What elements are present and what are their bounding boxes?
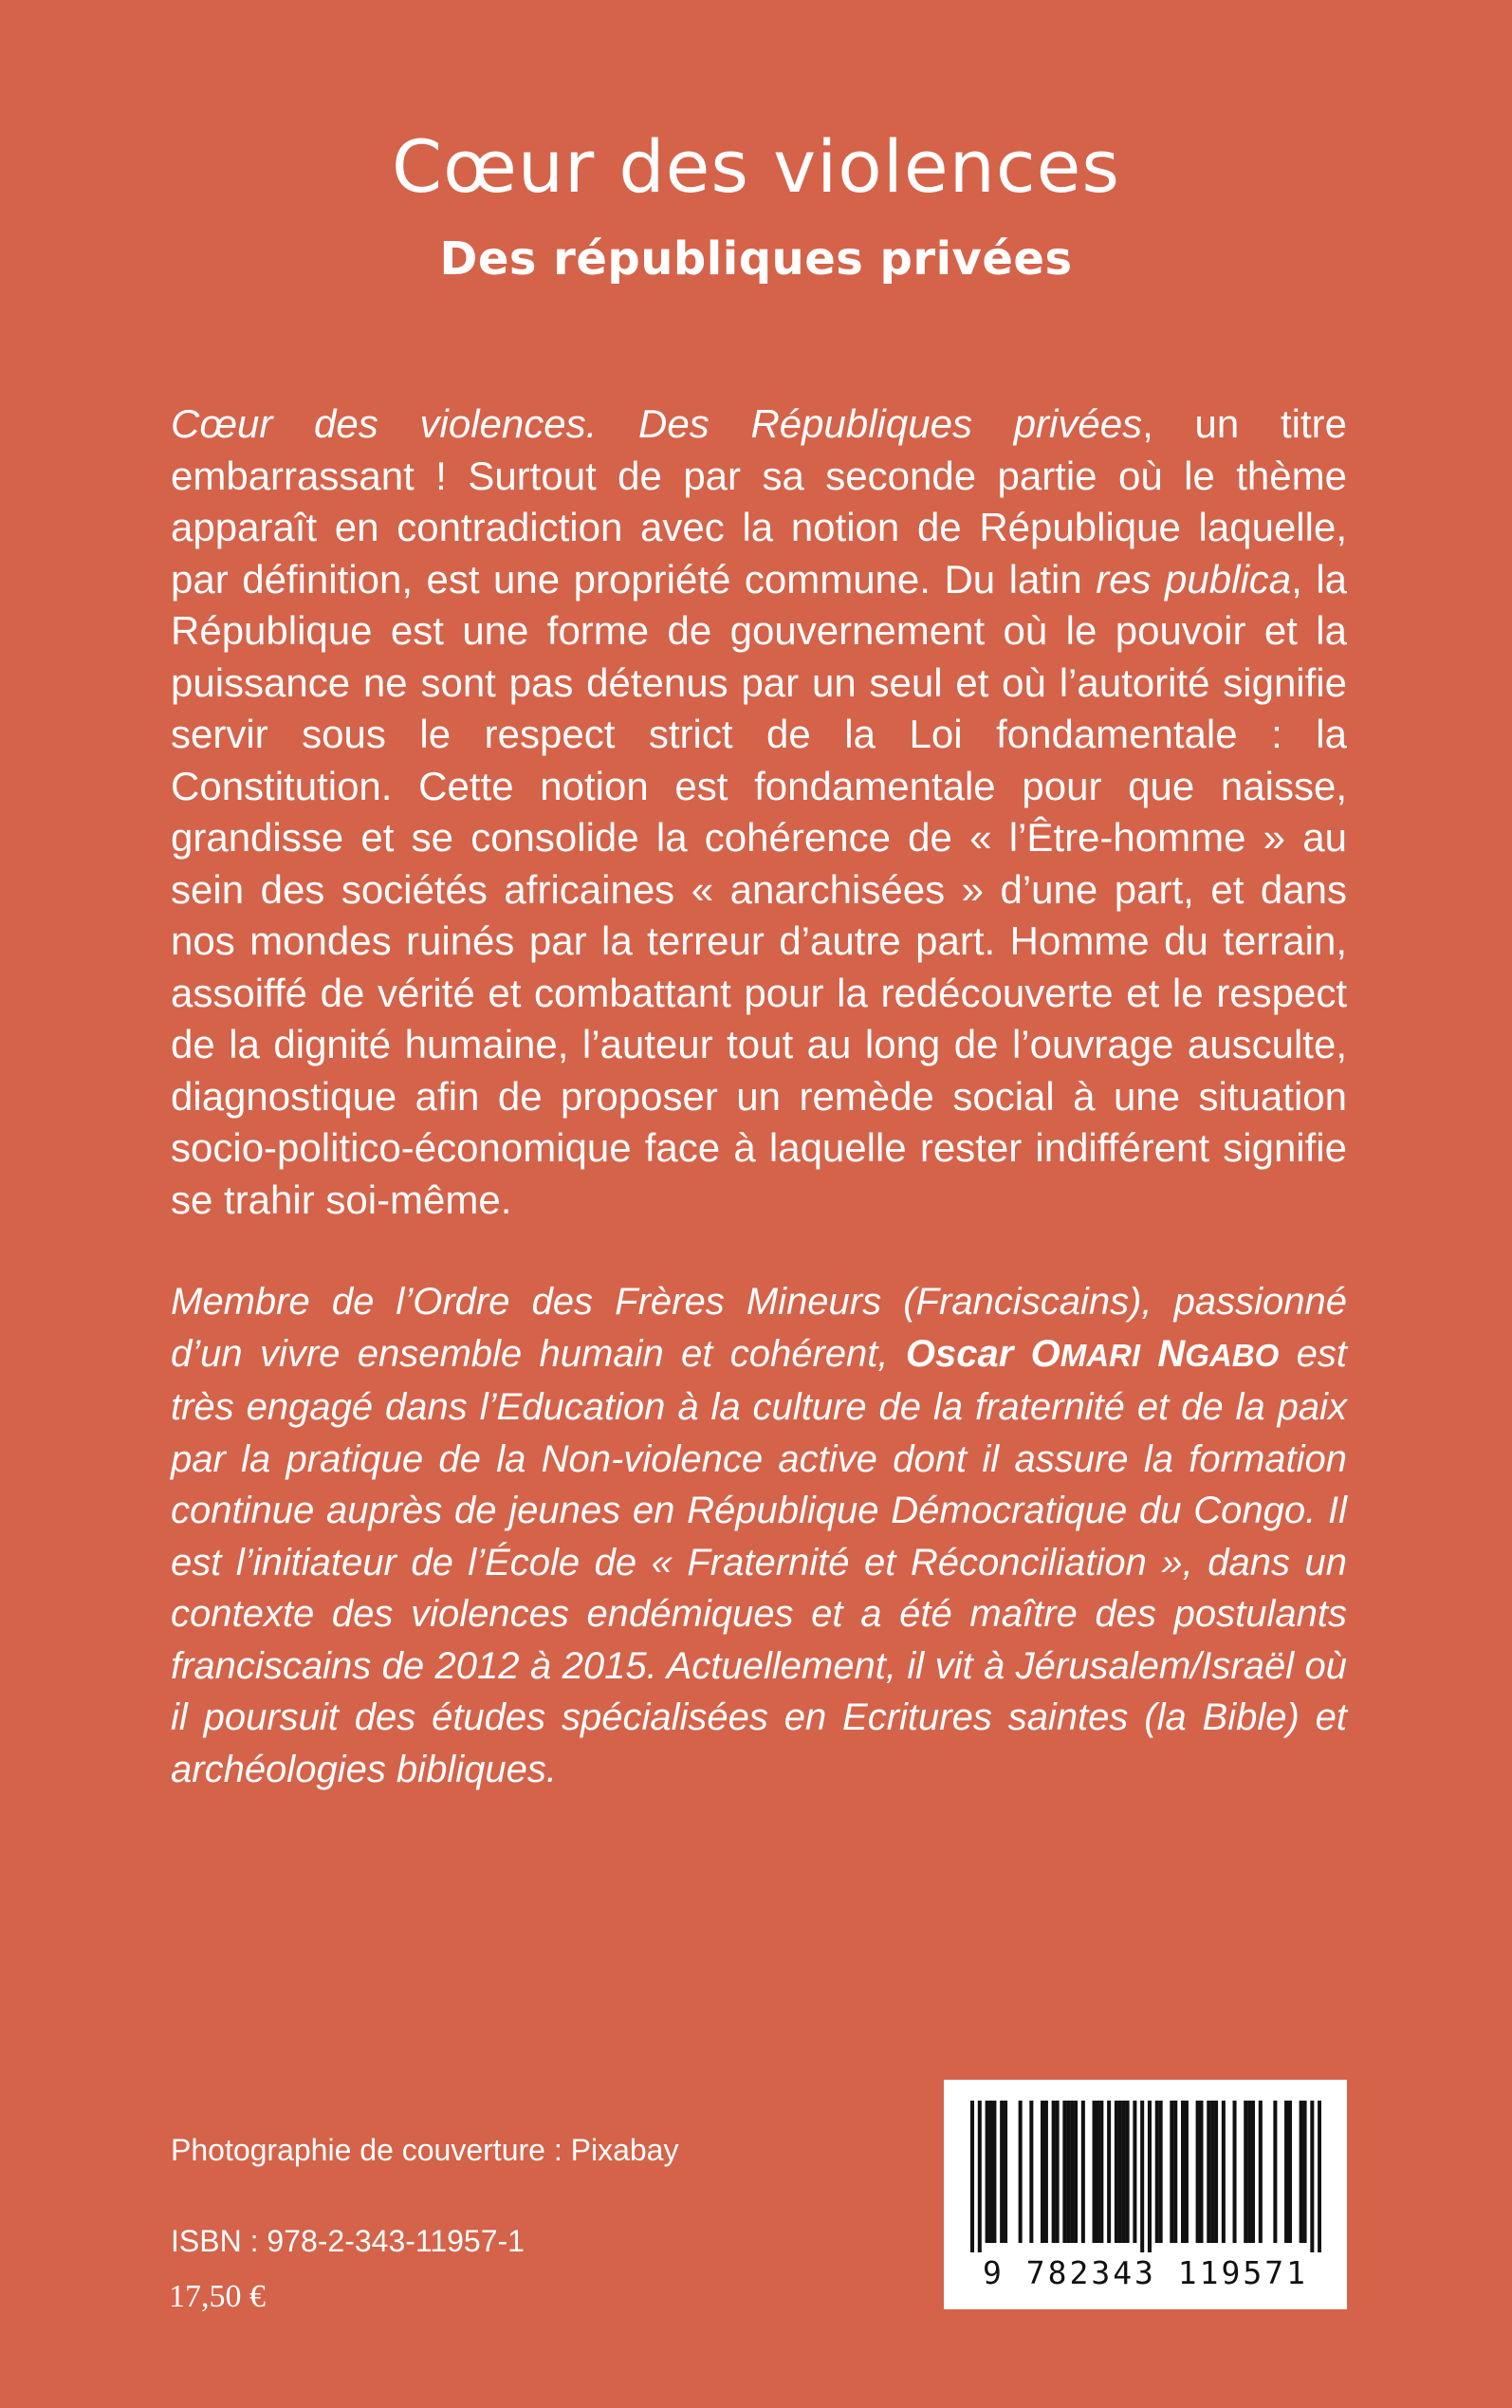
barcode-bar <box>1288 2101 1292 2243</box>
barcode-bar <box>1000 2101 1004 2243</box>
barcode-bar <box>1181 2101 1185 2243</box>
barcode-bar <box>1196 2101 1200 2243</box>
barcode-bar <box>1041 2101 1044 2243</box>
barcode-bar <box>1066 2101 1070 2243</box>
barcode-bar <box>1199 2101 1203 2243</box>
author-first-name: Oscar <box>905 1332 1014 1375</box>
barcode-bar <box>1074 2101 1078 2243</box>
book-title: Cœur des violences <box>392 124 1120 209</box>
book-subtitle: Des républiques privées <box>439 232 1073 286</box>
barcode-bar <box>1159 2101 1163 2243</box>
barcode-bar <box>1284 2101 1288 2243</box>
author-bio <box>171 1276 1347 1795</box>
summary-text-part2: , la République est une forme de gouvernement où le pouvoir et la puissance ne sont pas détenus par un seul et où l’autorité signifie servir sous le respect strict de la Loi fondamentale : la Constitution. Cette notion est fondamentale pour que naisse, grandisse et se consolide la cohérence de « l’Être-homme » au sein des sociétés africaines « anarchisées » d’une part, et dans nos mondes ruinés par la terreur d’autre part. Homme du terrain, assoiffé de vérité et combattant pour la redécouverte et le respect de la dignité humaine, l’auteur tout au long de l’ouvrage ausculte, diagnostique afin de proposer un remède social à une situation socio-politico-économique face à laquelle rester indifférent signifie se trahir soi-même. <box>171 556 1348 1222</box>
barcode-bar <box>1115 2101 1118 2243</box>
barcode-bar <box>1029 2101 1033 2243</box>
barcode-bar <box>992 2101 996 2243</box>
barcode-digits: 9 782343 119571 <box>982 2254 1308 2291</box>
barcode-bar <box>1004 2101 1007 2243</box>
price: 17,50 € <box>169 2279 266 2314</box>
barcode-bar <box>986 2101 989 2243</box>
author-middle-rest: MARI <box>1060 1337 1141 1373</box>
barcode-bar <box>1093 2101 1097 2243</box>
author-last-initial: N <box>1157 1332 1186 1375</box>
barcode-bar <box>1099 2101 1103 2243</box>
bio-text-after-name: est très engagé dans l’Education à la culture de la fraternité et de la paix par la pratique de la Non-violence active dont il assure la formation continue auprès de jeunes en République Démocratique du Congo. Il est l’initiateur de l’École de « Fraternité et Réconciliation », dans un contexte des violences endémiques et a été maître des postulants franciscains de 2012 à 2015. Actuellement, il vit à Jérusalem/Israël où il poursuit des études spécialisées en Ecritures saintes (la Bible) et archéologies bibliques. <box>171 1332 1347 1790</box>
barcode-bar <box>1081 2101 1085 2243</box>
barcode-bar <box>1310 2101 1314 2252</box>
barcode-bar <box>1273 2101 1277 2243</box>
barcode-bar <box>1070 2101 1074 2243</box>
barcode-bar <box>1207 2101 1210 2243</box>
barcode-bar <box>1251 2101 1255 2243</box>
barcode-bar <box>1019 2101 1023 2243</box>
barcode-bar <box>1259 2101 1263 2243</box>
barcode-bar <box>1210 2101 1214 2243</box>
barcode <box>970 2101 1321 2252</box>
author-last-rest: GABO <box>1185 1337 1280 1373</box>
barcode-bar <box>1062 2101 1066 2243</box>
barcode-bar <box>1118 2101 1122 2243</box>
barcode-bar <box>1303 2101 1307 2243</box>
author-middle-initial: O <box>1030 1332 1060 1375</box>
isbn: ISBN : 978-2-343-11957-1 <box>171 2224 525 2258</box>
barcode-box <box>944 2080 1347 2309</box>
barcode-bar <box>1096 2101 1099 2243</box>
photo-credit: Photographie de couverture : Pixabay <box>171 2133 679 2167</box>
barcode-bar <box>1056 2101 1060 2243</box>
barcode-bar <box>978 2101 982 2252</box>
barcode-bar <box>1155 2101 1159 2243</box>
summary-italic-title: Cœur des violences. Des Républiques privées <box>171 401 1143 446</box>
barcode-bar <box>1148 2101 1152 2252</box>
barcode-bar <box>1173 2101 1177 2243</box>
barcode-bar <box>970 2101 974 2252</box>
barcode-bar <box>1140 2101 1144 2252</box>
barcode-bar <box>1052 2101 1056 2243</box>
barcode-bar <box>1133 2101 1136 2243</box>
barcode-bar <box>988 2101 992 2243</box>
barcode-bar <box>1247 2101 1251 2243</box>
barcode-bar <box>1244 2101 1247 2243</box>
barcode-bar <box>1300 2101 1303 2243</box>
barcode-bar <box>1222 2101 1226 2243</box>
author-name <box>906 1333 1279 1375</box>
summary-paragraph <box>171 398 1347 1226</box>
barcode-bar <box>1126 2101 1130 2243</box>
barcode-bar <box>1044 2101 1048 2243</box>
barcode-bar <box>1233 2101 1237 2243</box>
barcode-bar <box>1318 2101 1321 2252</box>
summary-text-part1: , un titre embarrassant ! Surtout de par sa seconde partie où le thème apparaît en contradiction avec la notion de République laquelle, par définition, est une propriété commune. Du latin <box>171 401 1347 602</box>
barcode-bar <box>1122 2101 1126 2243</box>
barcode-bar <box>1107 2101 1111 2243</box>
barcode-bar <box>1170 2101 1173 2243</box>
summary-italic-term: res publica <box>1096 556 1292 602</box>
bio-text-before-name: Membre de l’Ordre des Frères Mineurs (Franciscains), passionné d’un vivre ensemble humain et cohérent, <box>171 1281 1347 1375</box>
barcode-bar <box>1185 2101 1189 2243</box>
barcode-bar <box>1214 2101 1218 2243</box>
